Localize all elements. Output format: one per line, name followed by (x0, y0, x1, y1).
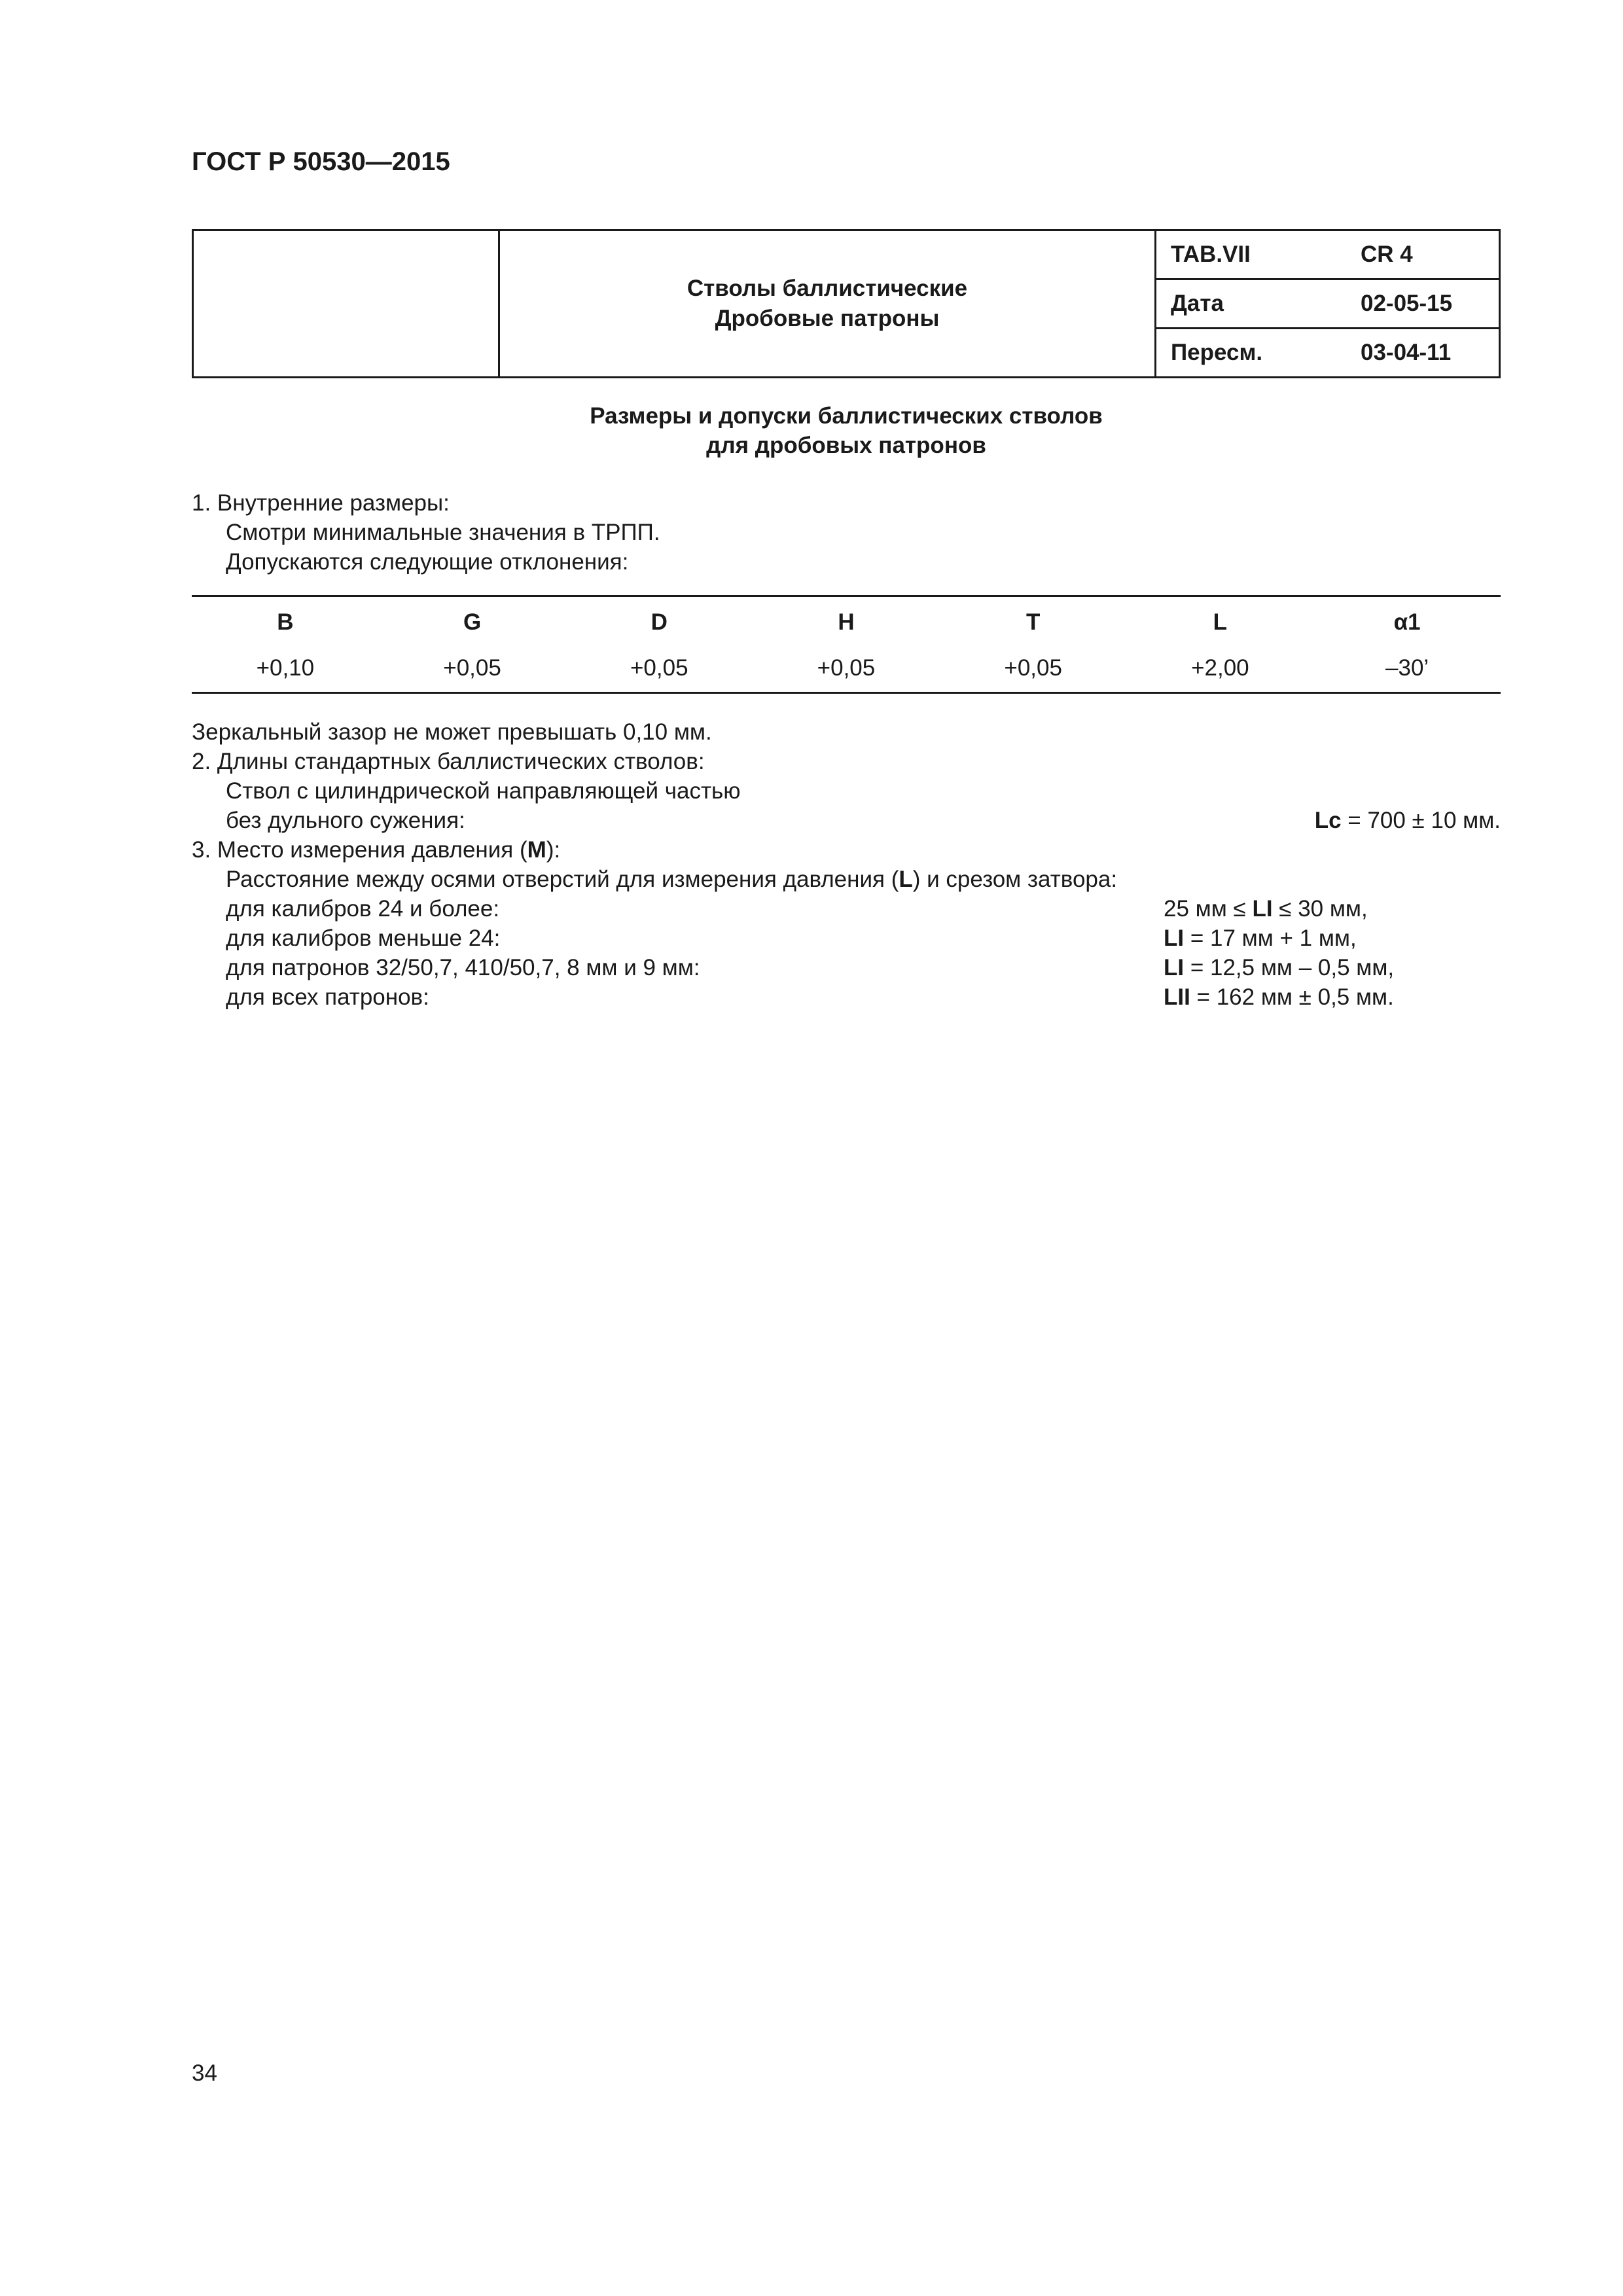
tolerance-header-d: D (651, 609, 668, 635)
meta-value-tab: CR 4 (1361, 230, 1500, 279)
item3-row-value-symbol: LI (1252, 896, 1273, 922)
tolerance-table (192, 600, 1501, 691)
tolerance-header-t: T (1026, 609, 1041, 635)
tolerance-header-g: G (463, 609, 482, 635)
header-title-line1: Стволы баллистические (687, 276, 968, 301)
item3-row-label: для калибров меньше 24: (226, 925, 501, 951)
item3-row-value-post: ≤ 30 мм, (1272, 896, 1368, 922)
tolerance-value-row (192, 645, 1501, 691)
item3-row-label: для всех патронов: (226, 984, 429, 1010)
item3-row-value-post: = 17 мм + 1 мм, (1184, 925, 1357, 951)
header-table (192, 229, 1501, 378)
item2-value-rest: = 700 ± 10 мм. (1341, 808, 1501, 833)
item3-row-value-symbol: LI (1164, 955, 1185, 980)
meta-value-revision: 03-04-11 (1361, 329, 1500, 378)
meta-key-date: Дата (1156, 279, 1361, 329)
tolerance-header-h: H (838, 609, 855, 635)
tolerance-header-l: L (1213, 609, 1228, 635)
item2-line1: Ствол с цилиндрической направляющей частью (226, 778, 741, 804)
item3-heading-suffix: ): (546, 837, 561, 863)
document-code: ГОСТ Р 50530—2015 (192, 147, 450, 176)
table-bottom-rule (192, 692, 1501, 694)
meta-value-date: 02-05-15 (1361, 279, 1500, 329)
item3-row-value-post: = 162 мм ± 0,5 мм. (1190, 984, 1394, 1010)
item3-row-value-symbol: LI (1164, 925, 1185, 951)
item2-value-symbol: Lc (1314, 808, 1342, 833)
item2-heading: 2. Длины стандартных баллистических стволов: (192, 749, 705, 774)
item3-distance (226, 865, 1117, 894)
item3-row-label: для калибров 24 и более: (226, 896, 500, 922)
mirror-gap-text: Зеркальный зазор не может превышать 0,10 мм. (192, 719, 712, 745)
item2-line2: без дульного сужения: (226, 808, 465, 833)
header-title-cell (499, 230, 1156, 378)
item3-distance-suffix: ) и срезом затвора: (912, 867, 1118, 892)
item3-row-value (1164, 982, 1394, 1012)
tolerance-value-b: +0,10 (256, 655, 315, 681)
item3-heading-prefix: 3. Место измерения давления ( (192, 837, 527, 863)
header-blank-cell (193, 230, 499, 378)
item3-row-value-pre: 25 мм ≤ (1164, 896, 1253, 922)
meta-key-revision: Пересм. (1156, 329, 1361, 378)
tolerance-header-row (192, 600, 1501, 645)
item3-row-value-symbol: LII (1164, 984, 1190, 1010)
tolerance-header-alpha1: α1 (1393, 609, 1421, 635)
item3-row-value-post: = 12,5 мм – 0,5 мм, (1184, 955, 1395, 980)
tolerance-value-d: +0,05 (630, 655, 688, 681)
item3-heading (192, 835, 560, 865)
tolerance-value-h: +0,05 (817, 655, 876, 681)
tolerance-value-alpha1: –30’ (1385, 655, 1429, 681)
tolerance-value-l: +2,00 (1191, 655, 1249, 681)
tolerance-value-g: +0,05 (443, 655, 501, 681)
section-title-line2: для дробовых патронов (706, 433, 986, 458)
section-title-line1: Размеры и допуски баллистических стволов (590, 403, 1103, 429)
item3-row-value (1164, 953, 1394, 982)
item3-heading-symbol: M (527, 837, 546, 863)
page-number: 34 (192, 2060, 217, 2086)
table-top-rule (192, 595, 1501, 597)
item1-line2: Допускаются следующие отклонения: (226, 549, 629, 575)
tolerance-value-t: +0,05 (1004, 655, 1062, 681)
item3-row-value (1164, 894, 1368, 924)
item3-row-label: для патронов 32/50,7, 410/50,7, 8 мм и 9 мм: (226, 955, 700, 980)
item3-distance-symbol: L (899, 867, 913, 892)
meta-key-tab: TAB.VII (1156, 230, 1361, 279)
tolerance-header-b: B (277, 609, 294, 635)
item1-heading: 1. Внутренние размеры: (192, 490, 450, 516)
section-title (192, 401, 1501, 460)
item2-value (1315, 806, 1501, 835)
item3-row-value (1164, 924, 1357, 953)
item3-distance-prefix: Расстояние между осями отверстий для измерения давления ( (226, 867, 899, 892)
header-title-line2: Дробовые патроны (715, 306, 940, 331)
item1-line1: Смотри минимальные значения в ТРПП. (226, 520, 660, 545)
